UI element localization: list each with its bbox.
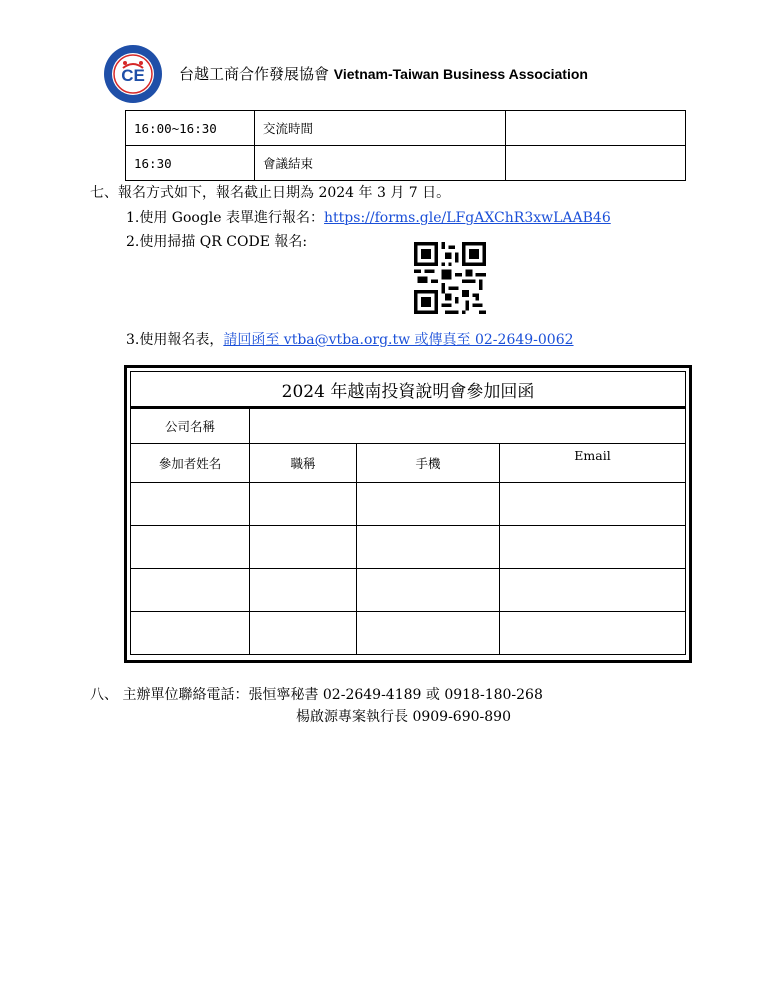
method-3-text: 3.使用報名表， <box>126 332 224 348</box>
company-input[interactable] <box>250 408 686 444</box>
method-2: 2.使用掃描 QR CODE 報名: <box>126 234 308 250</box>
title-input[interactable] <box>250 612 357 655</box>
contact-line-1: 八、 主辦單位聯絡電話：張恒寧秘書 02-2649-4189 或 0918-180-268 <box>90 687 543 703</box>
email-input[interactable] <box>500 612 686 655</box>
column-header-name: 參加者姓名 <box>131 444 250 483</box>
reply-form <box>124 365 692 663</box>
title-input[interactable] <box>250 569 357 612</box>
header-title-zh: 台越工商合作發展協會 <box>179 65 330 83</box>
schedule-table <box>125 110 686 181</box>
email-input[interactable] <box>500 526 686 569</box>
mobile-input[interactable] <box>357 569 500 612</box>
registration-heading: 七、報名方式如下，報名截止日期為 2024 年 3 月 7 日。 <box>90 185 451 201</box>
mobile-input[interactable] <box>357 483 500 526</box>
email-fax-link[interactable]: 請回函至 vtba@vtba.org.tw 或傳真至 02-2649-0062 <box>223 332 574 348</box>
title-input[interactable] <box>250 483 357 526</box>
reply-form-table <box>130 371 686 655</box>
schedule-note <box>506 146 686 181</box>
column-header-mobile: 手機 <box>357 444 500 483</box>
reply-form-title: 2024 年越南投資說明會參加回函 <box>131 372 686 408</box>
logo-letters: CE <box>121 66 145 85</box>
title-input[interactable] <box>250 526 357 569</box>
table-row <box>126 146 686 181</box>
header-title-en: Vietnam-Taiwan Business Association <box>333 66 588 82</box>
method-1 <box>126 207 611 227</box>
table-row <box>131 526 686 569</box>
email-input[interactable] <box>500 483 686 526</box>
contact-line-2: 楊啟源專案執行長 0909-690-890 <box>296 709 511 725</box>
name-input[interactable] <box>131 483 250 526</box>
schedule-time: 16:00~16:30 <box>126 111 255 146</box>
email-input[interactable] <box>500 569 686 612</box>
column-header-email: Email <box>500 444 686 483</box>
table-row <box>126 111 686 146</box>
name-input[interactable] <box>131 612 250 655</box>
name-input[interactable] <box>131 569 250 612</box>
schedule-item: 交流時間 <box>255 111 506 146</box>
table-row <box>131 612 686 655</box>
method-3 <box>126 329 574 349</box>
method-1-text: 1.使用 Google 表單進行報名： <box>126 210 325 226</box>
table-row <box>131 483 686 526</box>
company-label: 公司名稱 <box>131 408 250 444</box>
google-form-link[interactable]: https://forms.gle/LFgAXChR3xwLAAB46 <box>324 210 611 226</box>
schedule-note <box>506 111 686 146</box>
name-input[interactable] <box>131 526 250 569</box>
header-title <box>179 63 588 84</box>
mobile-input[interactable] <box>357 612 500 655</box>
schedule-time: 16:30 <box>126 146 255 181</box>
table-row <box>131 569 686 612</box>
column-header-title: 職稱 <box>250 444 357 483</box>
qr-code-image <box>414 242 486 314</box>
schedule-item: 會議結束 <box>255 146 506 181</box>
association-logo <box>103 44 163 104</box>
mobile-input[interactable] <box>357 526 500 569</box>
